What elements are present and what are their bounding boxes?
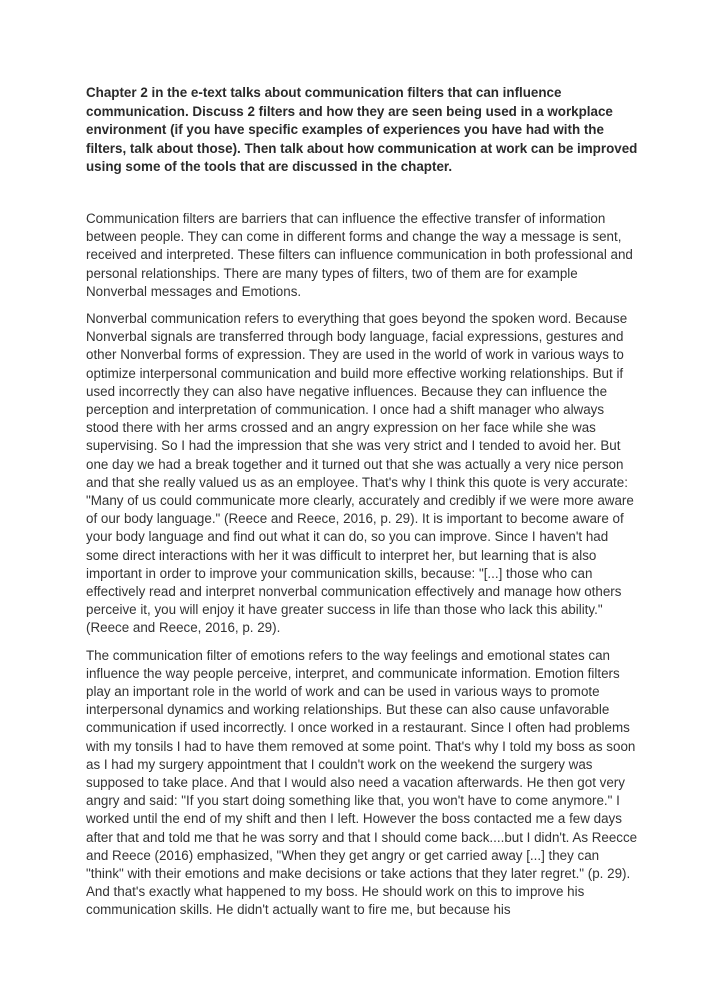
paragraph-nonverbal: Nonverbal communication refers to everything that goes beyond the spoken word. Because Nonverbal signals are transferred through body language, facial expressions, gestures and other Nonverbal forms of expression. They are used in the world of work in various ways to optimize interpersonal communication and build more effective working relationships. But if used incorrectly they can also have negative influences. Because they can influence the perception and interpretation of communication. I once had a shift manager who always stood there with her arms crossed and an angry expression on her face while she was supervising. So I had the impression that she was very strict and I tended to avoid her. But one day we had a break together and it turned out that she was actually a very nice person and that she really valued us as an employee. That's why I think this quote is very accurate: "Many of us could communicate more clearly, accurately and credibly if we were more aware of our body language." (Reece and Reece, 2016, p. 29). It is important to become aware of your body language and find out what it can do, so you can improve. Since I haven't had some direct interactions with her it was difficult to interpret her, but learning that is also important in order to improve your communication skills, because: "[...] those who can effectively read and interpret nonverbal communication effectively and manage how others perceive it, you will enjoy it have greater success in life than those who lack this ability." (Reece and Reece, 2016, p. 29).	[86, 310, 634, 636]
paragraph-emotions: The communication filter of emotions refers to the way feelings and emotional states can influence the way people perceive, interpret, and communicate information. Emotion filters play an important role in the world of work and can be used in various ways to promote interpersonal dynamics and working relationships. But these can also cause unfavorable communication if used incorrectly. I once worked in a restaurant. Since I often had problems with my tonsils I had to have them removed at some point. That's why I told my boss as soon as I had my surgery appointment that I couldn't work on the weekend the surgery was supposed to take place. And that I would also need a vacation afterwards. He then got very angry and said: "If you start doing something like that, you won't have to come anymore." I worked until the end of my shift and then I left. However the boss contacted me a few days after that and told me that he was sorry and that I should come back....but I didn't. As Reecce and Reece (2016) emphasized, "When they get angry or get carried away [...] they can "think" with their emotions and make decisions or take actions that they later regret." (p. 29). And that's exactly what happened to my boss. He should work on this to improve his communication skills. He didn't actually want to fire me, but because his	[86, 647, 638, 918]
document-page	[86, 84, 638, 929]
assignment-prompt: Chapter 2 in the e-text talks about communication filters that can influence communication. Discuss 2 filters and how they are seen being used in a workplace environment (if you have specific examples of experiences you have had with the filters, talk about those). Then talk about how communication at work can be improved using some of the tools that are discussed in the chapter.	[86, 85, 638, 175]
paragraph-intro: Communication filters are barriers that can influence the effective transfer of information between people. They can come in different forms and change the way a message is sent, received and interpreted. These filters can influence communication in both professional and personal relationships. There are many types of filters, two of them are for example Nonverbal messages and Emotions.	[86, 210, 633, 299]
